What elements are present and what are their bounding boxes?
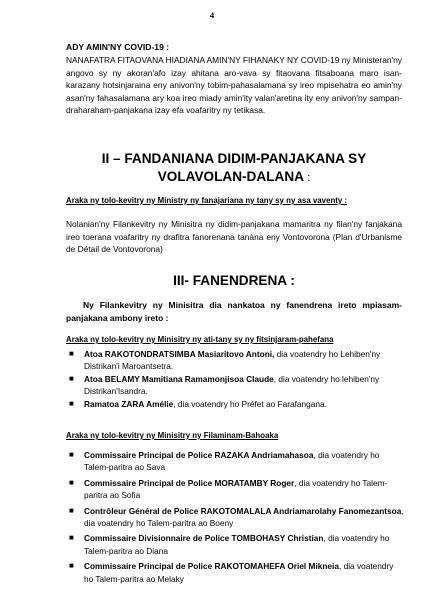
section-2-subheading: Araka ny tolo-kevitry ny Ministry ny fanajariana ny tany sy ny asa vaventy : [66, 196, 348, 205]
appointee-name: Commissaire Principal de Police MORATAMBY Roger [84, 477, 295, 488]
list-item [66, 348, 404, 373]
section-2-title-text: II – FANDANIANA DIDIM-PANJAKANA SY VOLAVOLAN-DALANA [101, 151, 367, 184]
list-item [66, 560, 404, 585]
section-3-title: III- FANENDRENA : [173, 273, 295, 288]
list-item [66, 449, 404, 474]
covid-paragraph: NANAFATRA FITAOVANA HIADIANA AMIN'NY FIHANAKY NY COVID-19 ny Ministeran'ny angovo sy ny akoran'afo izay ahitana aro-vava sy fitaovana fitsaboana maro isan-karazany hotsinjaraina eny anivon'ny tobim-pahasalamana sy ireo mpisehatra eo amin'ny asan'ny fahasalamana ary koa ireo miady amin'ity valan'aretina ity eny anivon'ny sampan-draharaham-panjakana izay efa voafaritry ny tetikasa. [66, 55, 402, 116]
bullet-icon: ■ [69, 373, 74, 383]
appointee-role: , dia voatendry ho Talem-paritra ao Diana [84, 533, 390, 556]
list-item [66, 373, 404, 398]
bullet-icon: ■ [69, 533, 74, 543]
section-2-title-colon: : [307, 172, 311, 184]
appointee-role: , dia voatendry ho Talem-paritra ao Melaky [84, 561, 394, 584]
appointee-name: Commissaire Principal de Police RAKOTOMAHEFA Oriel Mikneia [84, 561, 339, 572]
section-3-intro: Ny Filankevitry ny Minisitra dia nankatoa ny fanendrena ireto mpiasam-panjakana ambony ireto : [66, 300, 402, 323]
bullet-icon: ■ [69, 398, 74, 408]
bullet-icon: ■ [69, 561, 74, 571]
appointee-name: Commissaire Divisionnaire de Police TOMBOHASY Christian [84, 533, 324, 544]
list-item [66, 505, 404, 530]
appointee-role: , dia voatendry ho Talem-paritra ao Sava [84, 450, 380, 473]
appointee-role: dia voatendry ho Lehiben'ny Distrikan'i Maroantsetra. [84, 349, 381, 372]
group-1-list [66, 348, 404, 410]
appointee-name: Contrôleur Général de Police RAKOTOMALALA Andriamarolahy Fanomezantsoa [84, 505, 402, 516]
appointee-name: Atoa BELAMY Mamitiana Ramamonjisoa Claude [84, 373, 274, 384]
section-2-paragraph: Nolanian'ny Filankevitry ny Minisitra ny didim-panjakana mamaritra ny filan'ny fanjakana ireo toerana voafaritry ny drafitra fanorenana tanàna eny Vontovorona (Plan d'Urbanisme de Détail de Vontovorona) [66, 219, 402, 255]
bullet-icon: ■ [69, 477, 74, 487]
group-2-subheading: Araka ny tolo-kevitry ny Minisitry ny Filaminam-Bahoaka [66, 431, 279, 440]
appointee-role: , dia voatendry ho lehiben'ny Distrikan'Isandra. [84, 373, 380, 397]
appointee-role: , dia voatendry ho Préfet ao Farafangana. [173, 398, 327, 409]
covid-heading: ADY AMIN'NY COVID-19 : [66, 42, 170, 52]
group-1-subheading: Araka ny tolo-kevitry ny Minisitry ny ati-tany sy ny fitsinjaram-pahefana [66, 335, 334, 344]
bullet-icon: ■ [69, 450, 74, 459]
group-2-list [66, 449, 404, 585]
bullet-icon: ■ [69, 505, 74, 515]
list-item [66, 477, 404, 502]
list-item [66, 532, 404, 557]
appointee-name: Atoa RAKOTONDRATSIMBA Masiaritovo Antoni, [84, 349, 275, 359]
section-2-title [66, 150, 402, 187]
appointee-role: , dia voatendry ho Talem-paritra ao Sofia [84, 477, 388, 501]
appointee-name: Ramatoa ZARA Amélie [84, 398, 174, 409]
bullet-icon: ■ [69, 349, 74, 358]
appointee-role: , dia voatendry ho Talem-paritra ao Boeny [84, 505, 404, 529]
list-item [66, 398, 404, 410]
appointee-name: Commissaire Principal de Police RAZAKA Andriamahasoa [84, 450, 314, 460]
page-number: 4 [209, 10, 215, 20]
